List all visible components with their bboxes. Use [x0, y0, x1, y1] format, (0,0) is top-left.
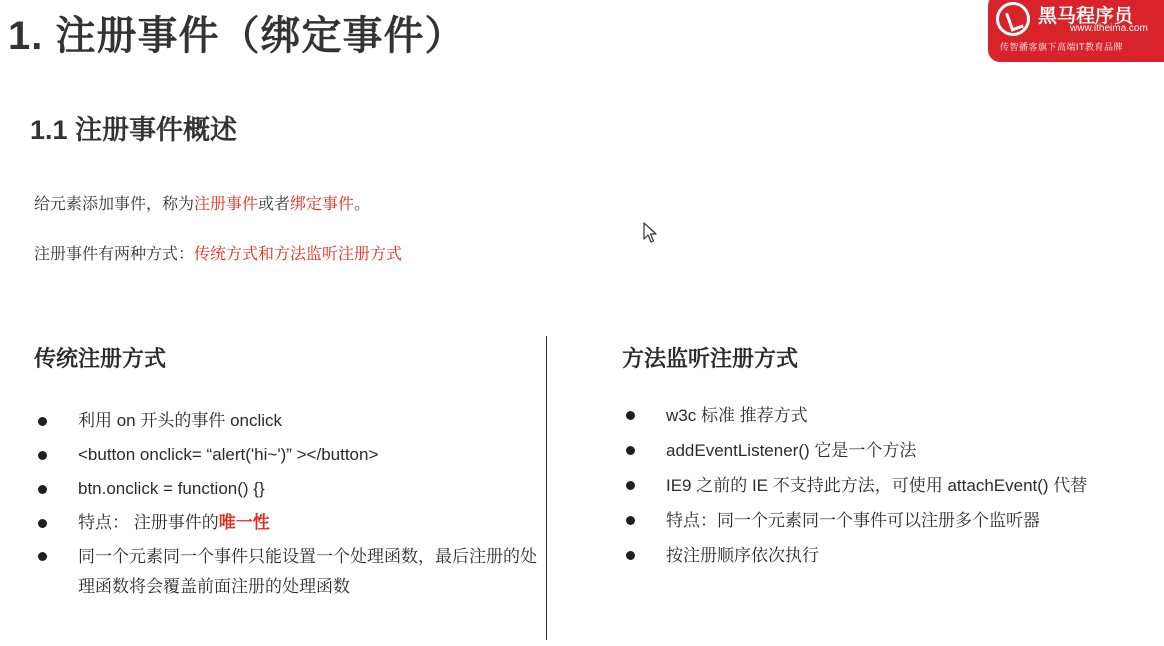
list-item-text: 同一个元素同一个事件只能设置一个处理函数，最后注册的处理函数将会覆盖前面注册的处理函数: [78, 547, 537, 596]
uniqueness-highlight: 唯一性: [218, 513, 270, 532]
bullet-dot-icon: [38, 485, 47, 494]
list-item: [626, 398, 1164, 433]
list-item: [38, 540, 538, 602]
logo-url: www.itheima.com: [1070, 23, 1148, 34]
bullet-dot-icon: [38, 451, 47, 460]
page-title: 1. 注册事件（绑定事件）: [8, 14, 466, 58]
highlight-text: 绑定事件: [290, 196, 355, 213]
bullet-dot-icon: [626, 516, 635, 525]
logo-slogan: 传智播客旗下高端IT教育品牌: [1000, 42, 1123, 52]
intro-line-2: [34, 241, 402, 264]
list-item: [38, 506, 538, 540]
list-item: [626, 538, 1164, 573]
listener-method-title: 方法监听注册方式: [622, 346, 799, 371]
bullet-dot-icon: [38, 519, 47, 528]
bullet-dot-icon: [626, 481, 635, 490]
list-item-text: IE9 之前的 IE 不支持此方法，可使用 attachEvent() 代替: [666, 476, 1088, 495]
list-item-text: 按注册顺序依次执行: [666, 546, 819, 565]
list-item-text: <button onclick= “alert('hi~')” ></button>: [78, 445, 379, 464]
list-item: [626, 503, 1164, 538]
mouse-cursor-icon: [643, 222, 659, 244]
list-item-text: 特点：同一个元素同一个事件可以注册多个监听器: [666, 511, 1040, 530]
bullet-dot-icon: [38, 417, 47, 426]
brand-logo: [988, 0, 1164, 62]
list-item: [38, 472, 538, 506]
highlight-text: 传统方式和方法监听注册方式: [194, 246, 403, 263]
feature-text: 特点： 注册事件的: [78, 513, 219, 532]
list-item-text: w3c 标准 推荐方式: [666, 406, 808, 425]
list-item-text: addEventListener() 它是一个方法: [666, 441, 917, 460]
list-item-text: 利用 on 开头的事件 onclick: [78, 411, 283, 430]
intro-text: 注册事件有两种方式：: [34, 246, 195, 263]
intro-line-1: [34, 191, 370, 214]
column-divider: [546, 336, 547, 640]
intro-text: 。: [354, 196, 371, 213]
bullet-dot-icon: [626, 551, 635, 560]
logo-name: 黑马程序员: [1038, 6, 1134, 27]
listener-method-list: [626, 398, 1164, 573]
traditional-method-title: 传统注册方式: [34, 346, 167, 371]
list-item: [626, 433, 1164, 468]
bullet-dot-icon: [626, 446, 635, 455]
logo-icon: [996, 2, 1030, 36]
bullet-dot-icon: [626, 411, 635, 420]
highlight-text: 注册事件: [194, 196, 259, 213]
bullet-dot-icon: [38, 552, 47, 561]
list-item: [38, 404, 538, 438]
intro-text: 给元素添加事件，称为: [34, 196, 195, 213]
intro-text: 或者: [258, 196, 291, 213]
list-item: [38, 438, 538, 472]
traditional-method-list: [38, 404, 538, 602]
list-item-text: btn.onclick = function() {}: [78, 479, 265, 498]
list-item: [626, 468, 1164, 503]
section-title: 1.1 注册事件概述: [30, 115, 238, 145]
